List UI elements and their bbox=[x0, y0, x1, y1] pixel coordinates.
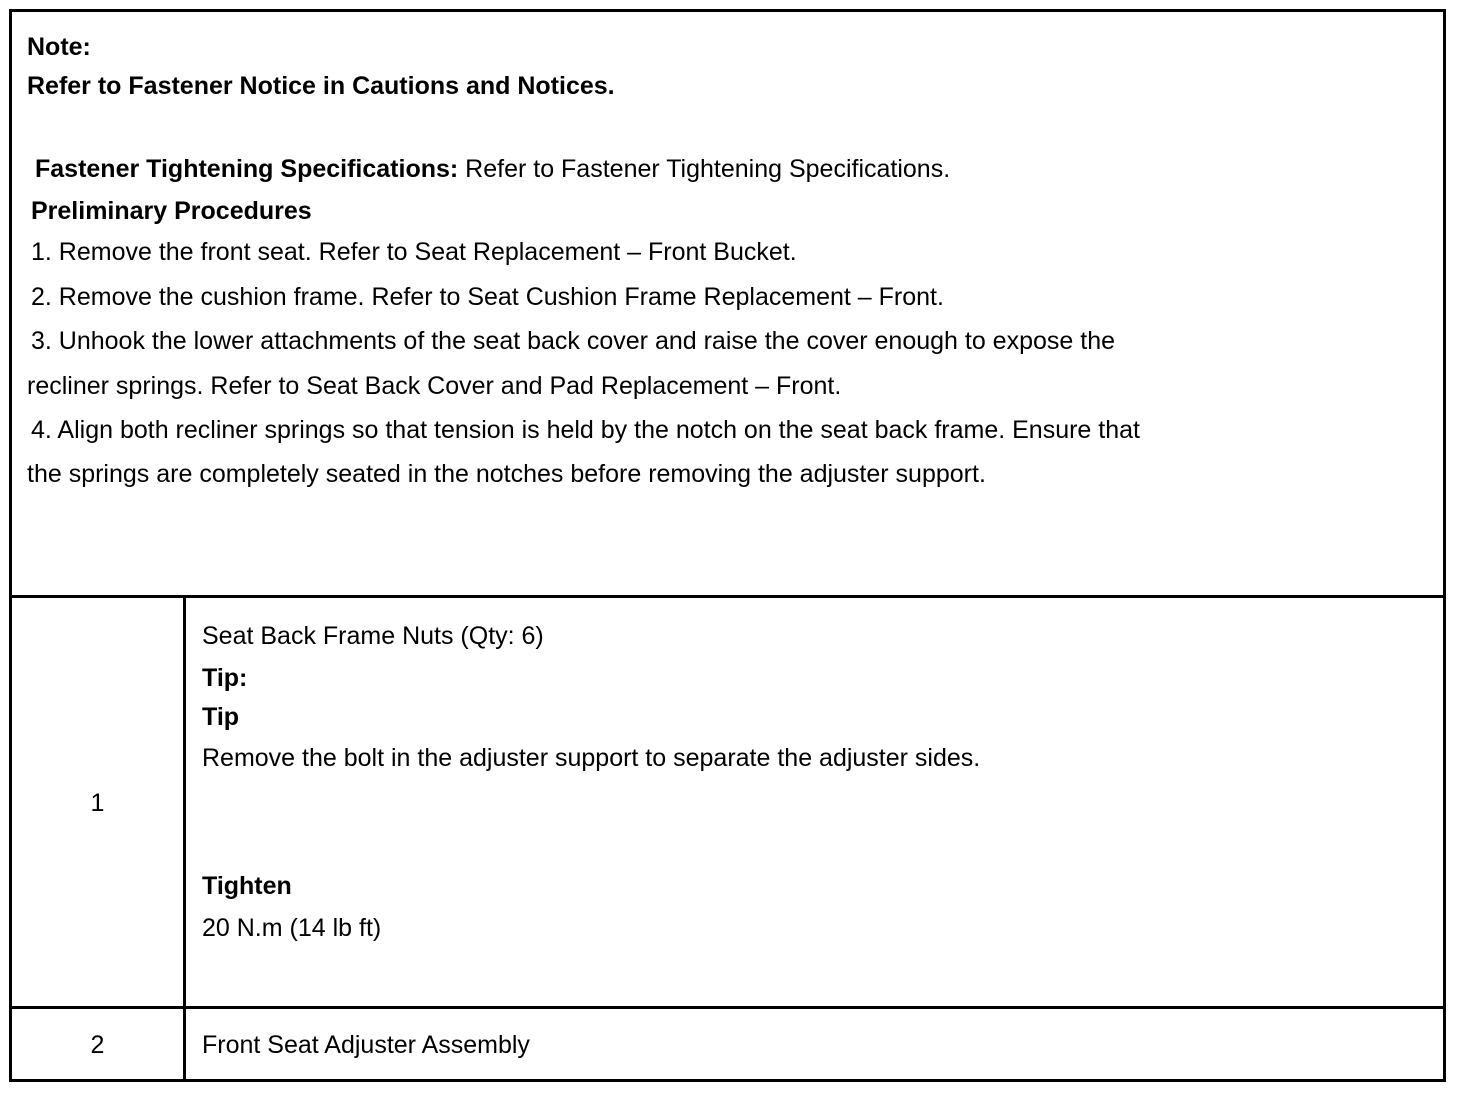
row-title: Seat Back Frame Nuts (Qty: 6) bbox=[202, 622, 544, 650]
step-4-line-1: 4. Align both recliner springs so that tension is held by the notch on the seat back frame. Ensure that bbox=[31, 416, 1140, 444]
note-heading: Note: bbox=[27, 33, 91, 61]
row-number-cell bbox=[12, 598, 186, 1006]
tip-heading: Tip bbox=[202, 703, 240, 731]
note-text: Refer to Fastener Notice in Cautions and Notices. bbox=[27, 72, 615, 100]
step-2-line-1: 2. Remove the cushion frame. Refer to Seat Cushion Frame Replacement – Front. bbox=[31, 283, 944, 311]
tighten-value: 20 N.m (14 lb ft) bbox=[202, 914, 382, 942]
step-3-line-1: 3. Unhook the lower attachments of the seat back cover and raise the cover enough to expose the bbox=[31, 327, 1115, 355]
specs-label: Fastener Tightening Specifications: bbox=[35, 155, 459, 183]
row-title: Front Seat Adjuster Assembly bbox=[202, 1031, 530, 1059]
preliminary-heading: Preliminary Procedures bbox=[31, 197, 312, 225]
procedure-table bbox=[9, 9, 1446, 1082]
row-number: 1 bbox=[90, 789, 105, 817]
step-4-line-2: the springs are completely seated in the notches before removing the adjuster support. bbox=[27, 460, 986, 488]
specs-text: Refer to Fastener Tightening Specifications. bbox=[458, 155, 951, 183]
tip-label: Tip: bbox=[202, 664, 248, 692]
row-number-cell bbox=[12, 1009, 186, 1082]
step-1-line-1: 1. Remove the front seat. Refer to Seat Replacement – Front Bucket. bbox=[31, 238, 797, 266]
row-number: 2 bbox=[90, 1031, 105, 1059]
table-row bbox=[12, 1009, 1443, 1082]
tip-text: Remove the bolt in the adjuster support to separate the adjuster sides. bbox=[202, 744, 981, 772]
specs-line bbox=[35, 154, 950, 184]
procedure-header-cell bbox=[12, 12, 1443, 598]
table-row bbox=[12, 598, 1443, 1009]
tighten-label: Tighten bbox=[202, 872, 292, 900]
step-3-line-2: recliner springs. Refer to Seat Back Cover and Pad Replacement – Front. bbox=[27, 372, 842, 400]
